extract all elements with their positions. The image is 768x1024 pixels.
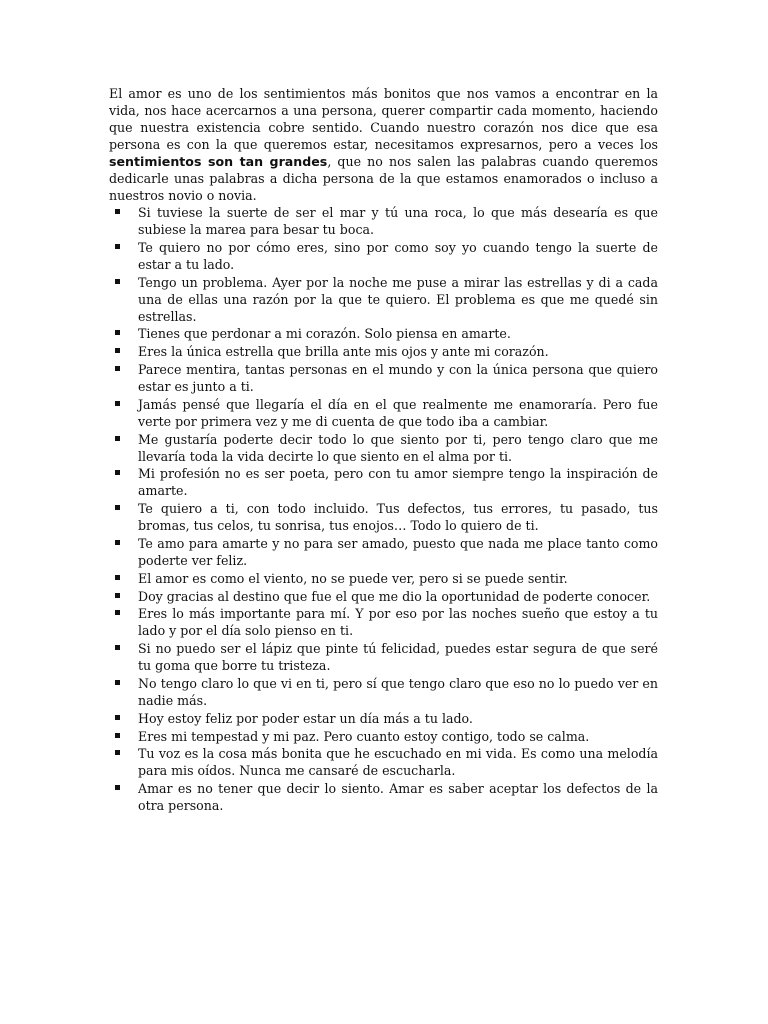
list-item-text: Te quiero a ti, con todo incluido. Tus defectos, tus errores, tu pasado, tus bromas, tus celos, tu sonrisa, tus enojos… Todo lo quiero de ti. — [138, 501, 658, 534]
list-item — [109, 361, 658, 395]
square-bullet-icon — [115, 715, 120, 720]
square-bullet-icon — [115, 279, 120, 284]
square-bullet-icon — [115, 540, 120, 545]
square-bullet-icon — [115, 436, 120, 441]
square-bullet-icon — [115, 244, 120, 249]
list-item-text: No tengo claro lo que vi en ti, pero sí que tengo claro que eso no lo puedo ver en nadie más. — [138, 675, 658, 708]
list-item — [109, 780, 658, 814]
list-item — [109, 675, 658, 709]
square-bullet-icon — [115, 366, 120, 371]
list-item-text: Jamás pensé que llegaría el día en el que realmente me enamoraría. Pero fue verte por primera vez y me di cuenta de que todo iba a cambiar. — [138, 396, 658, 429]
list-item — [109, 535, 658, 569]
square-bullet-icon — [115, 680, 120, 685]
list-item — [109, 728, 658, 745]
list-item — [109, 710, 658, 727]
square-bullet-icon — [115, 593, 120, 598]
intro-bold-phrase: sentimientos son tan grandes — [109, 154, 328, 169]
list-item-text: Amar es no tener que decir lo siento. Amar es saber aceptar los defectos de la otra persona. — [138, 781, 658, 814]
list-item-text: Doy gracias al destino que fue el que me dio la oportunidad de poderte conocer. — [138, 588, 651, 604]
square-bullet-icon — [115, 785, 120, 790]
list-item-text: Hoy estoy feliz por poder estar un día más a tu lado. — [138, 710, 473, 726]
square-bullet-icon — [115, 645, 120, 650]
square-bullet-icon — [115, 610, 120, 615]
phrase-list — [109, 204, 658, 814]
square-bullet-icon — [115, 733, 120, 738]
list-item — [109, 325, 658, 342]
list-item-text: Si no puedo ser el lápiz que pinte tú felicidad, puedes estar segura de que seré tu goma que borre tu tristeza. — [138, 641, 658, 674]
list-item-text: Me gustaría poderte decir todo lo que siento por ti, pero tengo claro que me llevaría toda la vida decirte lo que siento en el alma por ti. — [138, 431, 658, 464]
square-bullet-icon — [115, 750, 120, 755]
list-item-text: Te amo para amarte y no para ser amado, puesto que nada me place tanto como poderte ver feliz. — [138, 535, 658, 568]
square-bullet-icon — [115, 330, 120, 335]
square-bullet-icon — [115, 575, 120, 580]
list-item — [109, 605, 658, 639]
list-item-text: Tu voz es la cosa más bonita que he escuchado en mi vida. Es como una melodía para mis oídos. Nunca me cansaré de escucharla. — [138, 746, 658, 779]
list-item-text: Eres lo más importante para mí. Y por eso por las noches sueño que estoy a tu lado y por el día solo pienso en ti. — [138, 606, 658, 639]
intro-text-end: , que no nos salen las palabras cuando queremos dedicarle unas palabras a dicha persona de la que estamos enamorados o incluso a nuestros novio o novia. — [109, 154, 658, 203]
list-item — [109, 343, 658, 360]
list-item-text: Parece mentira, tantas personas en el mundo y con la única persona que quiero estar es junto a ti. — [138, 361, 658, 394]
list-item — [109, 396, 658, 430]
list-item-text: Te quiero no por cómo eres, sino por como soy yo cuando tengo la suerte de estar a tu lado. — [138, 239, 658, 272]
list-item-text: Si tuviese la suerte de ser el mar y tú una roca, lo que más desearía es que subiese la marea para besar tu boca. — [138, 205, 658, 237]
list-item — [109, 239, 658, 273]
list-item — [109, 570, 658, 587]
list-item-text: Tengo un problema. Ayer por la noche me puse a mirar las estrellas y di a cada una de ellas una razón por la que te quiero. El problema es que me quedé sin estrellas. — [138, 274, 658, 324]
intro-text-start: El amor es uno de los sentimientos más bonitos que nos vamos a encontrar en la vida, nos hace acercarnos a una persona, querer compartir cada momento, haciendo que nuestra existencia cobre sentido. Cuando nuestro corazón nos dice que esa persona es con la que queremos estar, necesitamos expresarnos, pero a veces los — [109, 86, 658, 152]
list-item-text: Eres la única estrella que brilla ante mis ojos y ante mi corazón. — [138, 344, 549, 360]
list-item — [109, 204, 658, 238]
square-bullet-icon — [115, 209, 120, 214]
square-bullet-icon — [115, 470, 120, 475]
intro-paragraph — [109, 85, 658, 204]
list-item-text: Eres mi tempestad y mi paz. Pero cuanto estoy contigo, todo se calma. — [138, 728, 590, 744]
square-bullet-icon — [115, 348, 120, 353]
document-page — [109, 85, 658, 815]
square-bullet-icon — [115, 401, 120, 406]
list-item — [109, 588, 658, 605]
list-item — [109, 500, 658, 534]
list-item — [109, 465, 658, 499]
list-item — [109, 640, 658, 674]
list-item-text: Mi profesión no es ser poeta, pero con tu amor siempre tengo la inspiración de amarte. — [138, 466, 658, 499]
square-bullet-icon — [115, 505, 120, 510]
list-item-text: Tienes que perdonar a mi corazón. Solo piensa en amarte. — [138, 326, 511, 342]
list-item-text: El amor es como el viento, no se puede ver, pero si se puede sentir. — [138, 570, 568, 586]
list-item — [109, 745, 658, 779]
list-item — [109, 274, 658, 325]
list-item — [109, 431, 658, 465]
